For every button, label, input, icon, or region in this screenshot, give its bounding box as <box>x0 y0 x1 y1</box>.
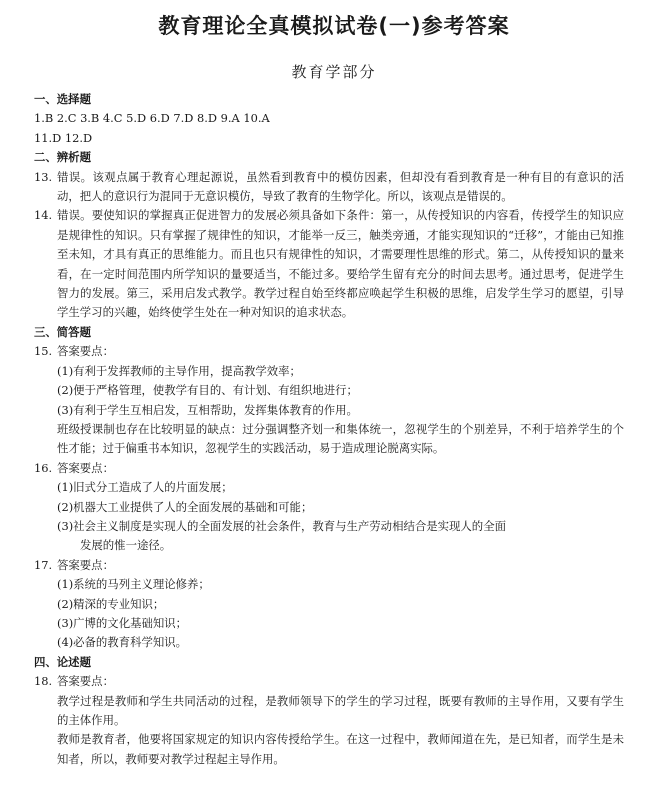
heading-analysis: 二、辨析题 <box>34 150 91 165</box>
question-14 <box>34 206 624 322</box>
answer-label: 答案要点： <box>57 557 114 572</box>
answer-point: (1)系统的马列主义理论修养； <box>57 577 210 592</box>
question-number: 15. <box>34 344 53 359</box>
question-number: 14. <box>34 208 53 223</box>
answer-point: (1)旧式分工造成了人的片面发展； <box>57 480 233 495</box>
answer-point: (1)有利于发挥教师的主导作用，提高教学效率； <box>57 363 301 378</box>
question-answer: 错误。该观点属于教育心理起源说，虽然看到教育中的模仿因素，但却没有看到教育是一种有目的有意识的活动，把人的意识行为混同于无意识模仿，导致了教育的生物学化。所以，该观点是错误的。 <box>57 169 624 204</box>
answer-paragraph: 教师是教育者，他要将国家规定的知识内容传授给学生。在这一过程中，教师闻道在先，是已知者，而学生是未知者，所以，教师要对教学过程起主导作用。 <box>57 732 624 766</box>
answer-point: (3)社会主义制度是实现人的全面发展的社会条件，教育与生产劳动相结合是实现人的全面 <box>57 518 506 533</box>
heading-short-answer: 三、简答题 <box>34 324 91 339</box>
answer-point: (4)必备的教育科学知识。 <box>57 635 188 650</box>
question-number: 16. <box>34 460 53 475</box>
answer-label: 答案要点： <box>57 460 114 475</box>
answer-point: (2)便于严格管理，使教学有目的、有计划、有组织地进行； <box>57 383 358 398</box>
question-18 <box>34 672 624 691</box>
answer-point-continued: 发展的惟一途径。 <box>80 538 172 553</box>
answer-label: 答案要点： <box>57 344 114 359</box>
answer-paragraph: 教学过程是教师和学生共同活动的过程，是教师领导下的学生的学习过程，既要有教师的主导作用，又要有学生的主体作用。 <box>57 693 624 727</box>
answer-point: (3)广博的文化基础知识； <box>57 615 188 630</box>
question-13 <box>34 168 624 207</box>
question-number: 13. <box>34 169 53 184</box>
choice-answers-line-2: 11.D 12.D <box>34 130 93 145</box>
answer-point: (3)有利于学生互相启发，互相帮助，发挥集体教育的作用。 <box>57 402 358 417</box>
question-number: 17. <box>34 557 53 572</box>
answer-paragraph: 班级授课制也存在比较明显的缺点：过分强调整齐划一和集体统一，忽视学生的个别差异，不利于培养学生的个性才能；过于偏重书本知识，忽视学生的实践活动，易于造成理论脱离实际。 <box>57 421 624 456</box>
answer-label: 答案要点： <box>57 674 114 689</box>
document-title: 教育理论全真模拟试卷(一)参考答案 <box>158 14 510 38</box>
question-16 <box>34 459 624 478</box>
choice-answers-line-1: 1.B 2.C 3.B 4.C 5.D 6.D 7.D 8.D 9.A 10.A <box>34 111 270 126</box>
heading-choice: 一、选择题 <box>34 92 91 106</box>
question-answer: 错误。要使知识的掌握真正促进智力的发展必须具备如下条件：第一，从传授知识的内容看，传授学生的知识应是规律性的知识。只有掌握了规律性的知识，才能举一反三，触类旁通，才能实现知识的“迁移”，才能由已知推至未知，才具有真正的思维能力。而且也只有规律性的知识，才需要理性思维的形式。第二，从传授知识的量来看，在一定时间范围内所学知识的量要适当，不能过多。要给学生留有充分的时间去思考。通过思考，促进学生智力的发展。第三，采用启发式教学。教学过程自始至终都应唤起学生积极的思维，启发学生学习的愿望，引导学生学习的兴趣，始终使学生处在一种对知识的追求状态。 <box>57 208 624 320</box>
question-15 <box>34 342 624 361</box>
question-17 <box>34 556 624 575</box>
question-number: 18. <box>34 674 53 689</box>
answer-point: (2)机器大工业提供了人的全面发展的基础和可能； <box>57 499 313 514</box>
answer-point: (2)精深的专业知识； <box>57 596 165 611</box>
section-title: 教育学部分 <box>291 63 377 81</box>
heading-essay: 四、论述题 <box>34 654 91 669</box>
answer-content <box>34 90 624 769</box>
